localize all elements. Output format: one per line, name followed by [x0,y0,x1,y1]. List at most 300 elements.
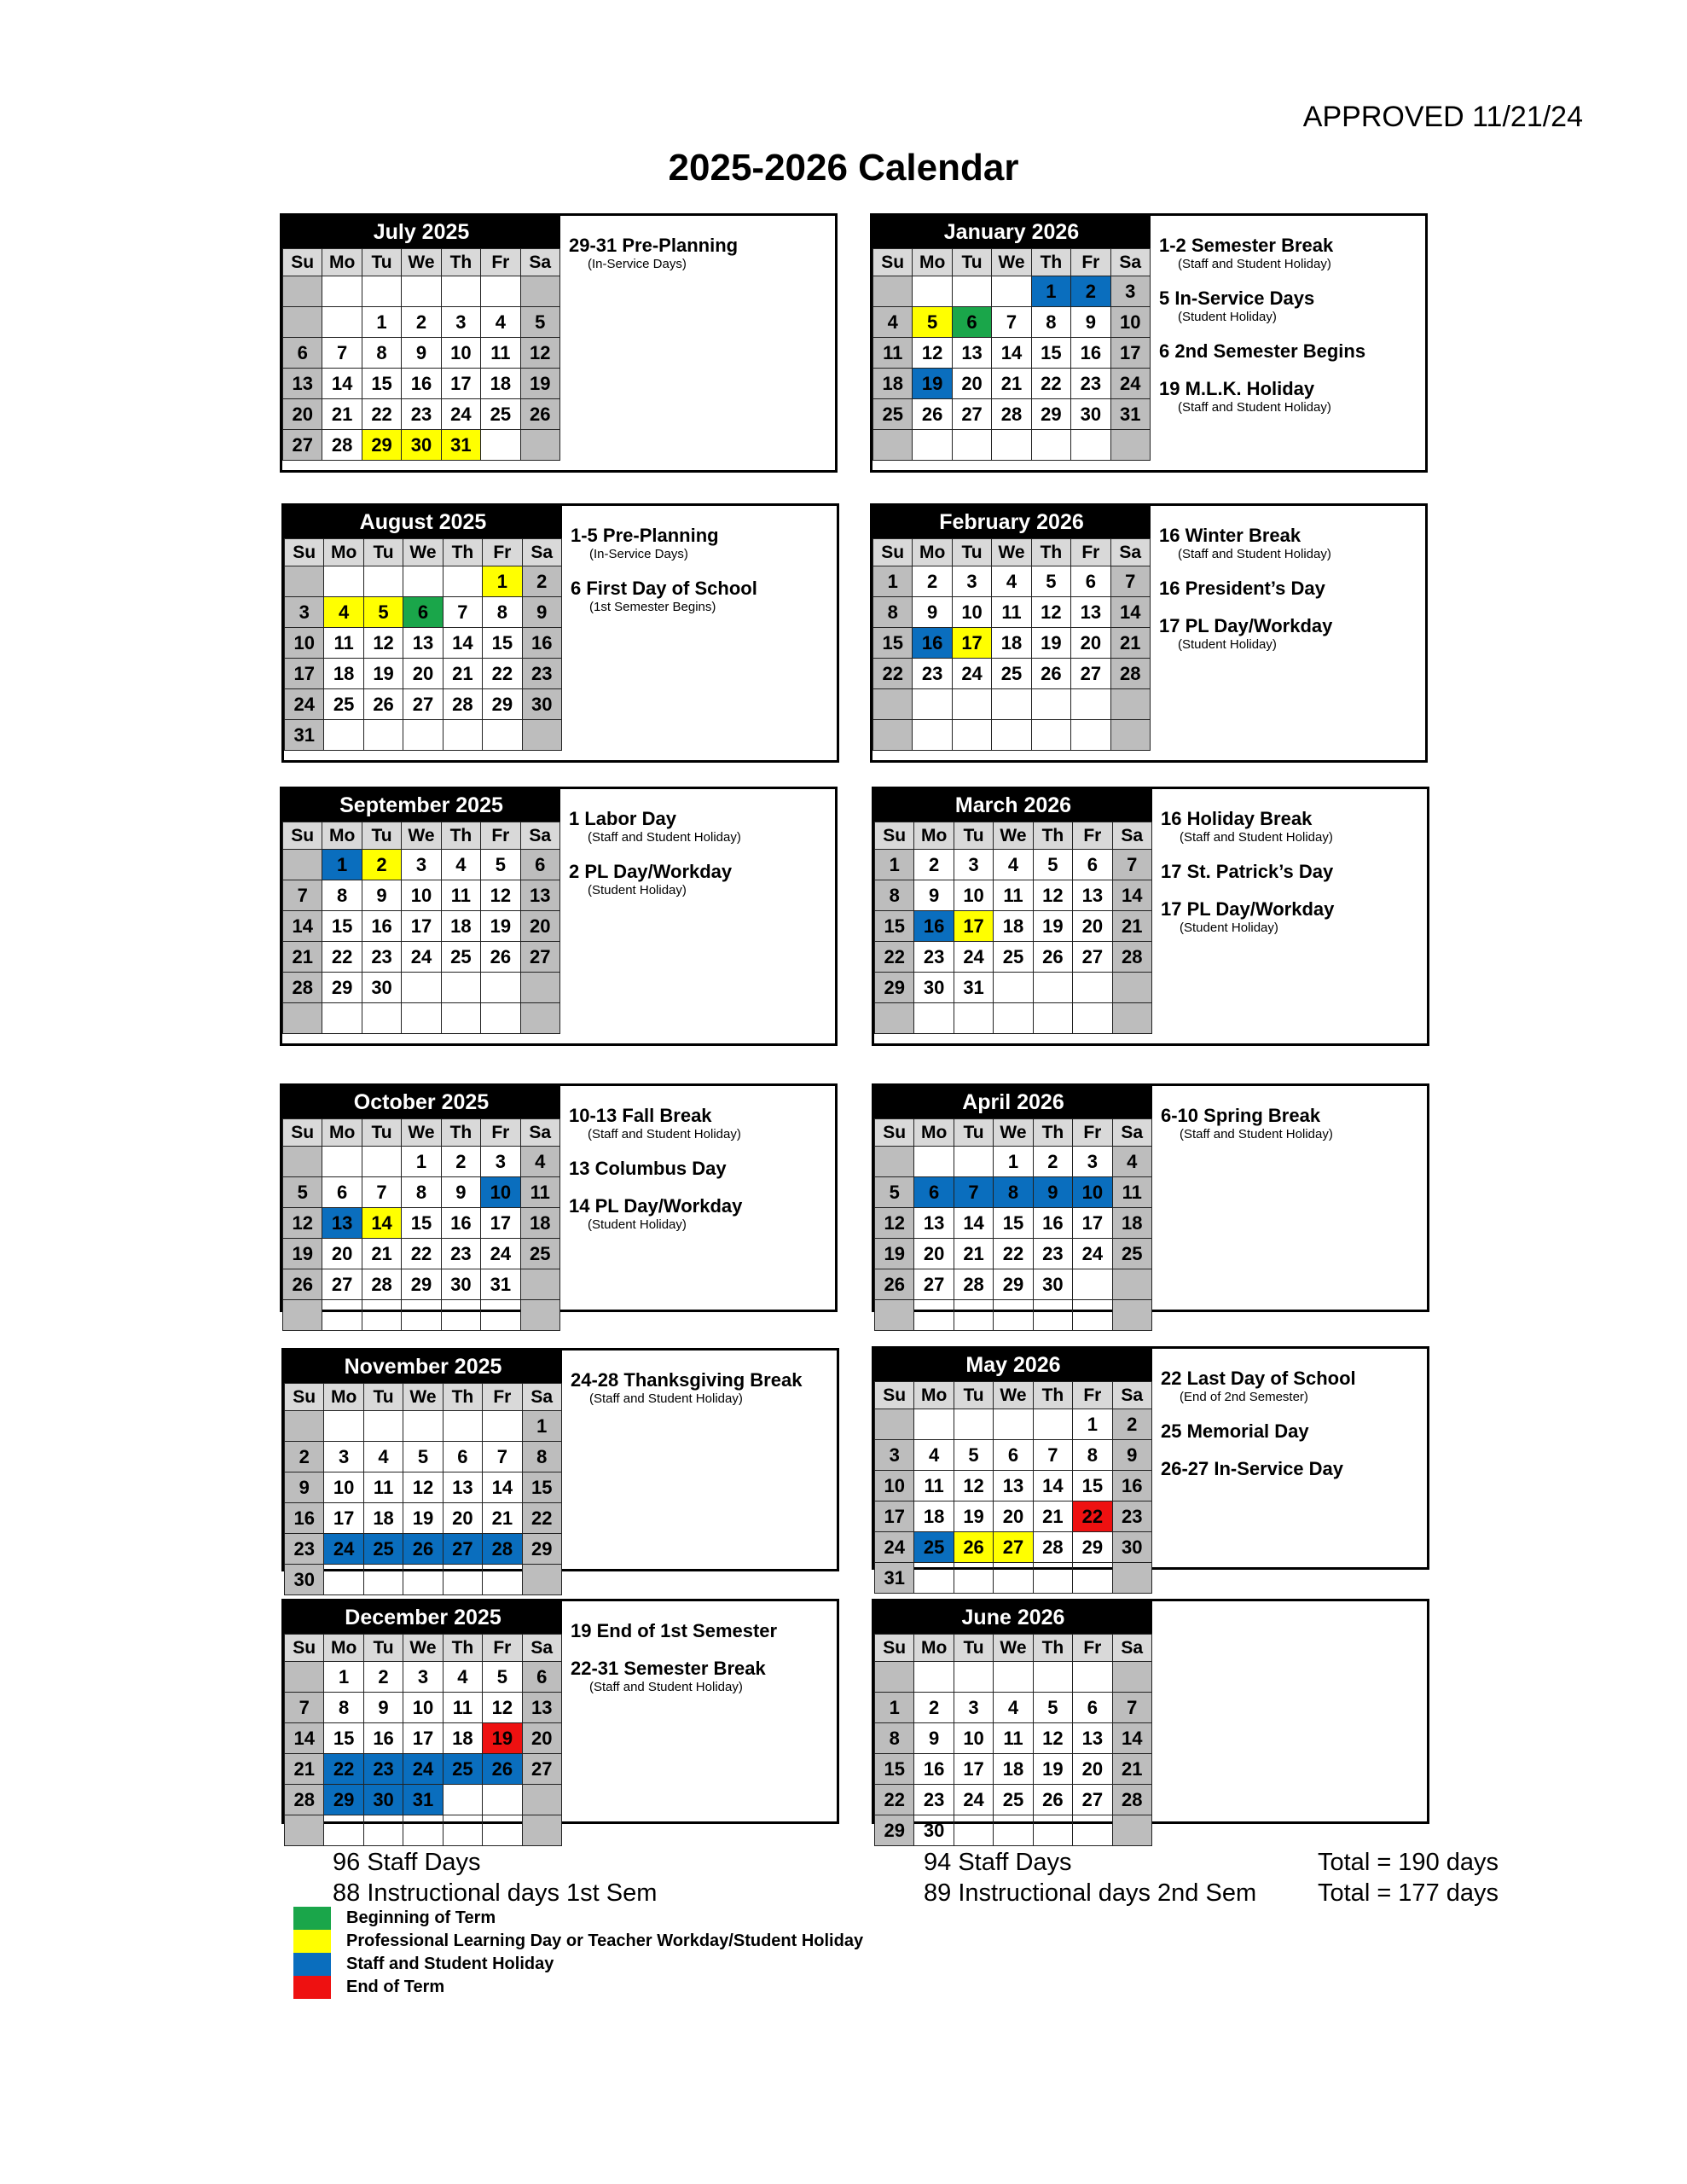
day-cell: 4 [481,307,520,338]
weekday-header: Mo [322,249,362,276]
day-cell: 14 [1110,597,1150,628]
day-cell [520,1300,559,1331]
day-cell [1112,973,1151,1003]
day-cell [875,1300,914,1331]
day-cell: 26 [1033,1785,1072,1815]
day-cell: 28 [1110,659,1150,689]
day-cell: 8 [875,1723,914,1754]
note-item [1161,1105,1420,1142]
day-cell: 23 [914,1785,954,1815]
day-cell: 14 [1033,1471,1072,1502]
day-cell: 11 [994,1723,1033,1754]
month-dec [281,1599,839,1824]
day-cell: 29 [483,689,522,720]
day-cell [1073,973,1112,1003]
note-title: 17 St. Patrick’s Day [1161,861,1334,882]
day-cell: 9 [363,1693,403,1723]
week-row [285,659,562,689]
note-subtitle: (Staff and Student Holiday) [588,830,741,845]
weekday-header: Th [1033,1119,1072,1147]
day-cell: 22 [1073,1502,1112,1532]
weekday-header: Tu [362,1119,401,1147]
day-cell [1033,1409,1072,1440]
day-cell: 30 [914,973,954,1003]
day-cell: 24 [952,659,991,689]
day-cell: 7 [443,597,482,628]
day-cell: 2 [441,1147,480,1177]
day-cell: 21 [1112,1754,1151,1785]
day-cell: 24 [954,1785,993,1815]
day-cell: 13 [283,369,322,399]
day-cell [283,1300,322,1331]
day-cell: 11 [914,1471,954,1502]
day-cell: 23 [913,659,952,689]
day-cell [402,276,441,307]
day-cell: 10 [875,1471,914,1502]
day-cell: 1 [1073,1409,1112,1440]
day-cell [403,566,443,597]
day-cell [1110,720,1150,751]
weekday-header: Mo [324,1635,363,1662]
day-cell: 21 [1110,628,1150,659]
week-row [283,338,560,369]
day-cell [1110,430,1150,461]
month-title: December 2025 [284,1601,562,1634]
day-cell [1112,1003,1151,1034]
day-cell: 7 [1110,566,1150,597]
week-row [875,1563,1152,1594]
weekday-header: Sa [522,539,561,566]
day-cell: 15 [1031,338,1070,369]
week-row [875,1532,1152,1563]
day-cell: 27 [283,430,322,461]
day-cell [362,1147,401,1177]
day-cell: 4 [443,1662,482,1693]
day-cell: 8 [402,1177,441,1208]
instructional-days-second: 89 Instructional days 2nd Sem [924,1879,1257,1907]
instructional-days-first: 88 Instructional days 1st Sem [333,1879,658,1907]
week-row [875,1815,1152,1846]
weekday-header: Tu [954,1635,993,1662]
day-cell: 3 [875,1440,914,1471]
day-cell: 1 [522,1411,561,1442]
day-cell: 1 [324,1662,363,1693]
day-cell: 3 [1110,276,1150,307]
day-cell: 28 [954,1269,993,1300]
day-cell: 19 [403,1503,443,1534]
day-cell: 17 [324,1503,363,1534]
weekday-header: Mo [913,249,952,276]
day-cell: 11 [520,1177,559,1208]
total-staff-days: Total = 190 days [1318,1849,1499,1876]
day-cell: 2 [285,1442,324,1472]
month-title: September 2025 [282,789,560,822]
month-grid [284,506,562,751]
weekday-header: Tu [363,539,403,566]
day-cell: 4 [441,850,480,880]
weekday-header: We [992,249,1031,276]
week-row [283,1208,560,1239]
day-cell: 18 [992,628,1031,659]
weekday-header: Su [873,539,913,566]
day-cell: 15 [1073,1471,1112,1502]
day-cell: 13 [1073,1723,1112,1754]
week-row [873,307,1151,338]
day-cell: 29 [324,1785,363,1815]
weekday-header: We [994,822,1033,850]
day-cell [402,1003,441,1034]
week-row [873,720,1151,751]
day-cell [362,1003,401,1034]
day-cell: 15 [362,369,401,399]
day-cell: 16 [914,911,954,942]
day-cell: 11 [324,628,363,659]
day-cell: 2 [1071,276,1110,307]
day-cell [994,1563,1033,1594]
day-cell [914,1300,954,1331]
day-cell: 7 [992,307,1031,338]
week-row [285,597,562,628]
month-notes [571,1369,830,1422]
week-row [285,1693,562,1723]
day-cell: 21 [443,659,482,689]
note-title: 6 First Day of School [571,578,757,599]
note-subtitle: (Staff and Student Holiday) [1178,547,1331,561]
note-title: 17 PL Day/Workday [1161,898,1335,920]
note-item [569,1195,828,1233]
day-cell: 28 [285,1785,324,1815]
day-cell [952,430,991,461]
day-cell [875,1409,914,1440]
week-row [285,1754,562,1785]
day-cell [481,430,520,461]
day-cell: 2 [402,307,441,338]
day-cell: 11 [994,880,1033,911]
day-cell: 4 [994,1693,1033,1723]
day-cell: 26 [363,689,403,720]
day-cell: 5 [481,850,520,880]
week-row [285,689,562,720]
day-cell: 5 [913,307,952,338]
weekday-header: Th [441,1119,480,1147]
day-cell: 11 [443,1693,482,1723]
day-cell [443,1815,482,1846]
day-cell: 25 [994,942,1033,973]
day-cell: 15 [875,1754,914,1785]
day-cell: 26 [520,399,559,430]
day-cell: 6 [520,850,559,880]
day-cell: 16 [1071,338,1110,369]
day-cell: 13 [520,880,559,911]
day-cell: 1 [483,566,522,597]
day-cell [322,1300,362,1331]
day-cell: 17 [285,659,324,689]
day-cell: 12 [1033,1723,1072,1754]
day-cell: 3 [1073,1147,1112,1177]
day-cell: 6 [443,1442,482,1472]
weekday-header: Th [1031,249,1070,276]
day-cell: 28 [1112,1785,1151,1815]
month-grid [284,1350,562,1595]
day-cell: 12 [954,1471,993,1502]
day-cell [1073,1269,1112,1300]
note-title: 2 PL Day/Workday [569,861,733,882]
day-cell [1073,1662,1112,1693]
note-subtitle: (Student Holiday) [588,1217,687,1232]
day-cell: 26 [875,1269,914,1300]
day-cell: 13 [994,1471,1033,1502]
weekday-header: Mo [322,822,362,850]
day-cell [992,276,1031,307]
day-cell [324,1815,363,1846]
day-cell: 1 [402,1147,441,1177]
day-cell: 9 [914,1723,954,1754]
month-jul [280,213,838,473]
weekday-header: Mo [914,822,954,850]
day-cell: 14 [1112,1723,1151,1754]
month-grid [874,789,1152,1034]
day-cell [1071,689,1110,720]
day-cell: 12 [283,1208,322,1239]
month-apr [872,1083,1429,1312]
day-cell: 17 [1110,338,1150,369]
day-cell: 28 [283,973,322,1003]
day-cell: 25 [441,942,480,973]
day-cell: 2 [1112,1409,1151,1440]
day-cell: 11 [481,338,520,369]
note-subtitle: (1st Semester Begins) [589,600,716,614]
day-cell: 21 [1112,911,1151,942]
day-cell [875,1003,914,1034]
weekday-header: Th [1033,822,1072,850]
weekday-header: Mo [324,1384,363,1411]
day-cell [324,720,363,751]
weekday-header: We [994,1635,1033,1662]
weekday-header: Fr [1073,1119,1112,1147]
day-cell: 4 [520,1147,559,1177]
weekday-header: Tu [362,822,401,850]
day-cell [520,276,559,307]
day-cell: 8 [873,597,913,628]
month-title: June 2026 [874,1601,1152,1634]
month-notes [1161,1368,1420,1496]
day-cell: 5 [483,1662,522,1693]
note-title: 19 M.L.K. Holiday [1159,378,1315,399]
weekday-header: Mo [913,539,952,566]
day-cell: 4 [992,566,1031,597]
day-cell: 5 [1033,1693,1072,1723]
day-cell: 29 [522,1534,561,1565]
week-row [285,1565,562,1595]
day-cell: 1 [1031,276,1070,307]
day-cell: 23 [522,659,561,689]
day-cell: 6 [322,1177,362,1208]
month-notes [571,1620,830,1711]
day-cell [441,276,480,307]
day-cell [283,850,322,880]
day-cell: 30 [1112,1532,1151,1563]
day-cell: 30 [914,1815,954,1846]
day-cell: 15 [483,628,522,659]
legend-swatch [293,1930,331,1953]
day-cell: 23 [1071,369,1110,399]
day-cell: 26 [954,1532,993,1563]
weekday-header: We [402,822,441,850]
day-cell: 13 [403,628,443,659]
month-title: November 2025 [284,1350,562,1383]
note-subtitle: (Staff and Student Holiday) [588,1127,741,1141]
month-notes [1161,1105,1420,1158]
day-cell: 18 [994,911,1033,942]
day-cell [283,307,322,338]
day-cell: 4 [994,850,1033,880]
summary-second-semester [924,1847,1256,1908]
day-cell [1033,1563,1072,1594]
day-cell: 23 [1112,1502,1151,1532]
day-cell [1033,1662,1072,1693]
day-cell: 30 [522,689,561,720]
day-cell: 16 [402,369,441,399]
day-cell: 29 [402,1269,441,1300]
day-cell: 26 [403,1534,443,1565]
weekday-header: Tu [363,1384,403,1411]
weekday-header: Th [443,1384,482,1411]
day-cell: 23 [441,1239,480,1269]
legend-label: Beginning of Term [346,1908,496,1927]
day-cell [285,1411,324,1442]
note-item [571,1620,830,1642]
day-cell: 25 [520,1239,559,1269]
day-cell: 30 [362,973,401,1003]
note-title: 5 In-Service Days [1159,288,1315,309]
weekday-header: Su [875,1635,914,1662]
weekday-header: We [403,1384,443,1411]
day-cell: 3 [324,1442,363,1472]
day-cell [1073,1300,1112,1331]
weekday-header: Fr [1073,1382,1112,1409]
month-aug [281,503,839,763]
day-cell: 31 [481,1269,520,1300]
day-cell: 3 [952,566,991,597]
day-cell: 9 [914,880,954,911]
month-jan [870,213,1428,473]
day-cell: 8 [875,880,914,911]
week-row [873,338,1151,369]
note-subtitle: (Student Holiday) [588,883,687,897]
day-cell [994,1003,1033,1034]
day-cell: 18 [441,911,480,942]
day-cell: 14 [443,628,482,659]
day-cell: 29 [994,1269,1033,1300]
weekday-header: Su [283,1119,322,1147]
day-cell: 16 [913,628,952,659]
day-cell: 21 [362,1239,401,1269]
color-legend [293,1907,863,1999]
day-cell: 1 [322,850,362,880]
day-cell: 27 [1073,1785,1112,1815]
day-cell: 22 [994,1239,1033,1269]
weekday-header: Tu [952,249,991,276]
day-cell [322,1147,362,1177]
day-cell: 4 [914,1440,954,1471]
day-cell [441,973,480,1003]
day-cell: 19 [954,1502,993,1532]
weekday-header: Sa [1110,249,1150,276]
day-cell: 17 [481,1208,520,1239]
weekday-header: Sa [522,1384,561,1411]
day-cell: 31 [285,720,324,751]
day-cell [402,973,441,1003]
month-mar [872,787,1429,1046]
week-row [283,430,560,461]
day-cell: 18 [324,659,363,689]
legend-label: End of Term [346,1978,445,1996]
day-cell: 24 [875,1532,914,1563]
day-cell: 27 [1071,659,1110,689]
week-row [875,942,1152,973]
day-cell: 14 [285,1723,324,1754]
day-cell [522,720,561,751]
day-cell: 25 [1112,1239,1151,1269]
weekday-header: Sa [1112,1119,1151,1147]
day-cell: 4 [324,597,363,628]
day-cell: 16 [441,1208,480,1239]
weekday-header: Th [1033,1635,1072,1662]
day-cell: 26 [481,942,520,973]
day-cell: 19 [913,369,952,399]
day-cell: 26 [483,1754,522,1785]
day-cell: 16 [1112,1471,1151,1502]
day-cell: 7 [283,880,322,911]
day-cell: 5 [954,1440,993,1471]
day-cell [443,566,482,597]
day-cell: 24 [1110,369,1150,399]
note-subtitle: (Staff and Student Holiday) [1178,257,1331,271]
day-cell [954,1409,993,1440]
day-cell [443,1785,482,1815]
weekday-header: Fr [483,1635,522,1662]
day-cell [363,1815,403,1846]
week-row [875,1300,1152,1331]
day-cell [992,720,1031,751]
day-cell: 24 [324,1534,363,1565]
day-cell: 8 [322,880,362,911]
day-cell [913,720,952,751]
day-cell [1073,1003,1112,1034]
day-cell: 22 [362,399,401,430]
day-cell: 24 [954,942,993,973]
week-row [875,1409,1152,1440]
note-item [571,1658,830,1695]
day-cell [914,1147,954,1177]
legend-item [293,1953,863,1976]
week-row [875,1754,1152,1785]
day-cell: 20 [322,1239,362,1269]
legend-item [293,1930,863,1953]
note-item [569,1158,828,1180]
note-title: 10-13 Fall Break [569,1105,712,1126]
day-cell: 17 [402,911,441,942]
day-cell: 30 [402,430,441,461]
day-cell: 2 [363,1662,403,1693]
day-cell: 23 [362,942,401,973]
day-cell: 10 [481,1177,520,1208]
day-cell [483,1411,522,1442]
week-row [283,973,560,1003]
note-title: 16 President’s Day [1159,578,1325,599]
weekday-header: Su [285,1384,324,1411]
day-cell: 17 [952,628,991,659]
